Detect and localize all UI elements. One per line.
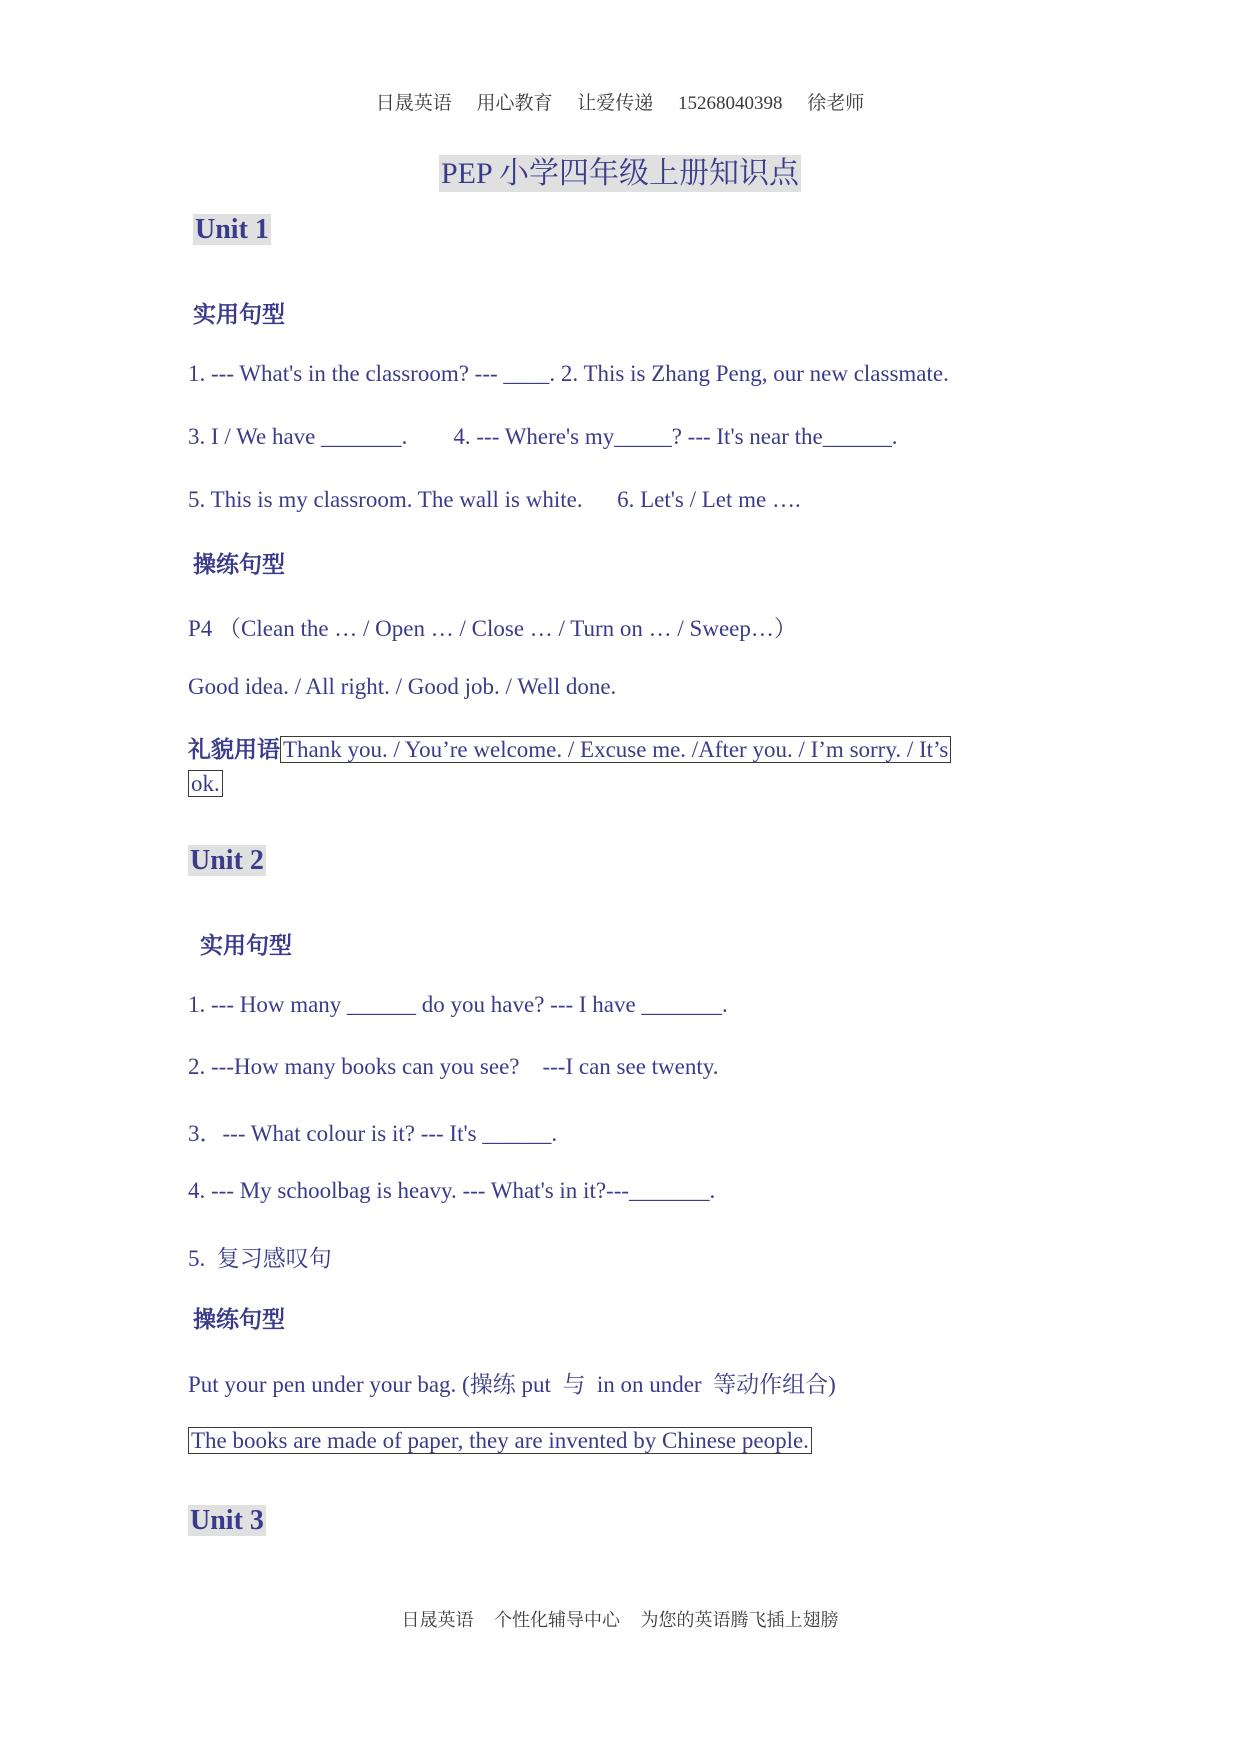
unit2-line-5: 5. 复习感叹句 xyxy=(188,1246,332,1271)
unit2-boxed-line: The books are made of paper, they are invented by Chinese people. xyxy=(188,1427,812,1454)
footer-brand: 日晟英语 xyxy=(401,1610,474,1630)
unit3-heading xyxy=(188,1505,266,1537)
footer-center: 个性化辅导中心 xyxy=(494,1610,620,1630)
page-title xyxy=(0,148,1240,192)
unit1-polite-label: 礼貌用语 xyxy=(188,737,280,763)
unit1-polite-block xyxy=(188,733,1038,801)
header-teacher: 徐老师 xyxy=(807,93,865,114)
header-phone: 15268040398 xyxy=(678,93,783,114)
header-slogan-2: 让爱传递 xyxy=(577,93,654,114)
header-slogan-1: 用心教育 xyxy=(476,93,553,114)
page-title-text: PEP 小学四年级上册知识点 xyxy=(440,157,800,190)
unit1-heading xyxy=(193,214,271,246)
unit1-polite-text-1: Thank you. / You’re welcome. / Excuse me. /After you. / I’m sorry. / It’s xyxy=(280,736,951,763)
page-footer xyxy=(0,1606,1240,1632)
unit2-line-2: 2. ---How many books can you see? ---I can see twenty. xyxy=(188,1054,719,1079)
unit2-drill-label: 操练句型 xyxy=(193,1307,285,1333)
unit1-drill-line-1: P4 （Clean the … / Open … / Close … / Turn on … / Sweep…） xyxy=(188,616,797,641)
unit1-line-1: 1. --- What's in the classroom? --- ____. 2. This is Zhang Peng, our new classmate. xyxy=(188,361,949,386)
header-brand: 日晟英语 xyxy=(375,93,452,114)
unit2-practical-label: 实用句型 xyxy=(200,933,292,959)
unit3-heading-text: Unit 3 xyxy=(190,1505,264,1536)
unit1-drill-label: 操练句型 xyxy=(193,552,285,578)
unit1-line-3: 5. This is my classroom. The wall is white. 6. Let's / Let me …. xyxy=(188,487,801,512)
unit2-line-4: 4. --- My schoolbag is heavy. --- What's in it?---_______. xyxy=(188,1178,716,1203)
unit1-heading-text: Unit 1 xyxy=(195,214,269,245)
unit2-drill-line: Put your pen under your bag. (操练 put 与 in on under 等动作组合) xyxy=(188,1372,836,1397)
unit2-heading xyxy=(188,845,266,877)
unit2-line-1: 1. --- How many ______ do you have? --- I have _______. xyxy=(188,992,728,1017)
footer-slogan: 为您的英语腾飞插上翅膀 xyxy=(640,1610,839,1630)
unit2-line-3: 3．--- What colour is it? --- It's ______. xyxy=(188,1121,558,1146)
unit1-line-2: 3. I / We have _______. 4. --- Where's my_____? --- It's near the______. xyxy=(188,424,898,449)
unit1-drill-line-2: Good idea. / All right. / Good job. / Well done. xyxy=(188,674,617,699)
unit2-heading-text: Unit 2 xyxy=(190,845,264,876)
unit1-practical-label: 实用句型 xyxy=(193,302,285,328)
unit1-polite-text-2: ok. xyxy=(188,770,223,797)
page-header xyxy=(0,88,1240,115)
unit2-boxed-block xyxy=(188,1428,812,1454)
